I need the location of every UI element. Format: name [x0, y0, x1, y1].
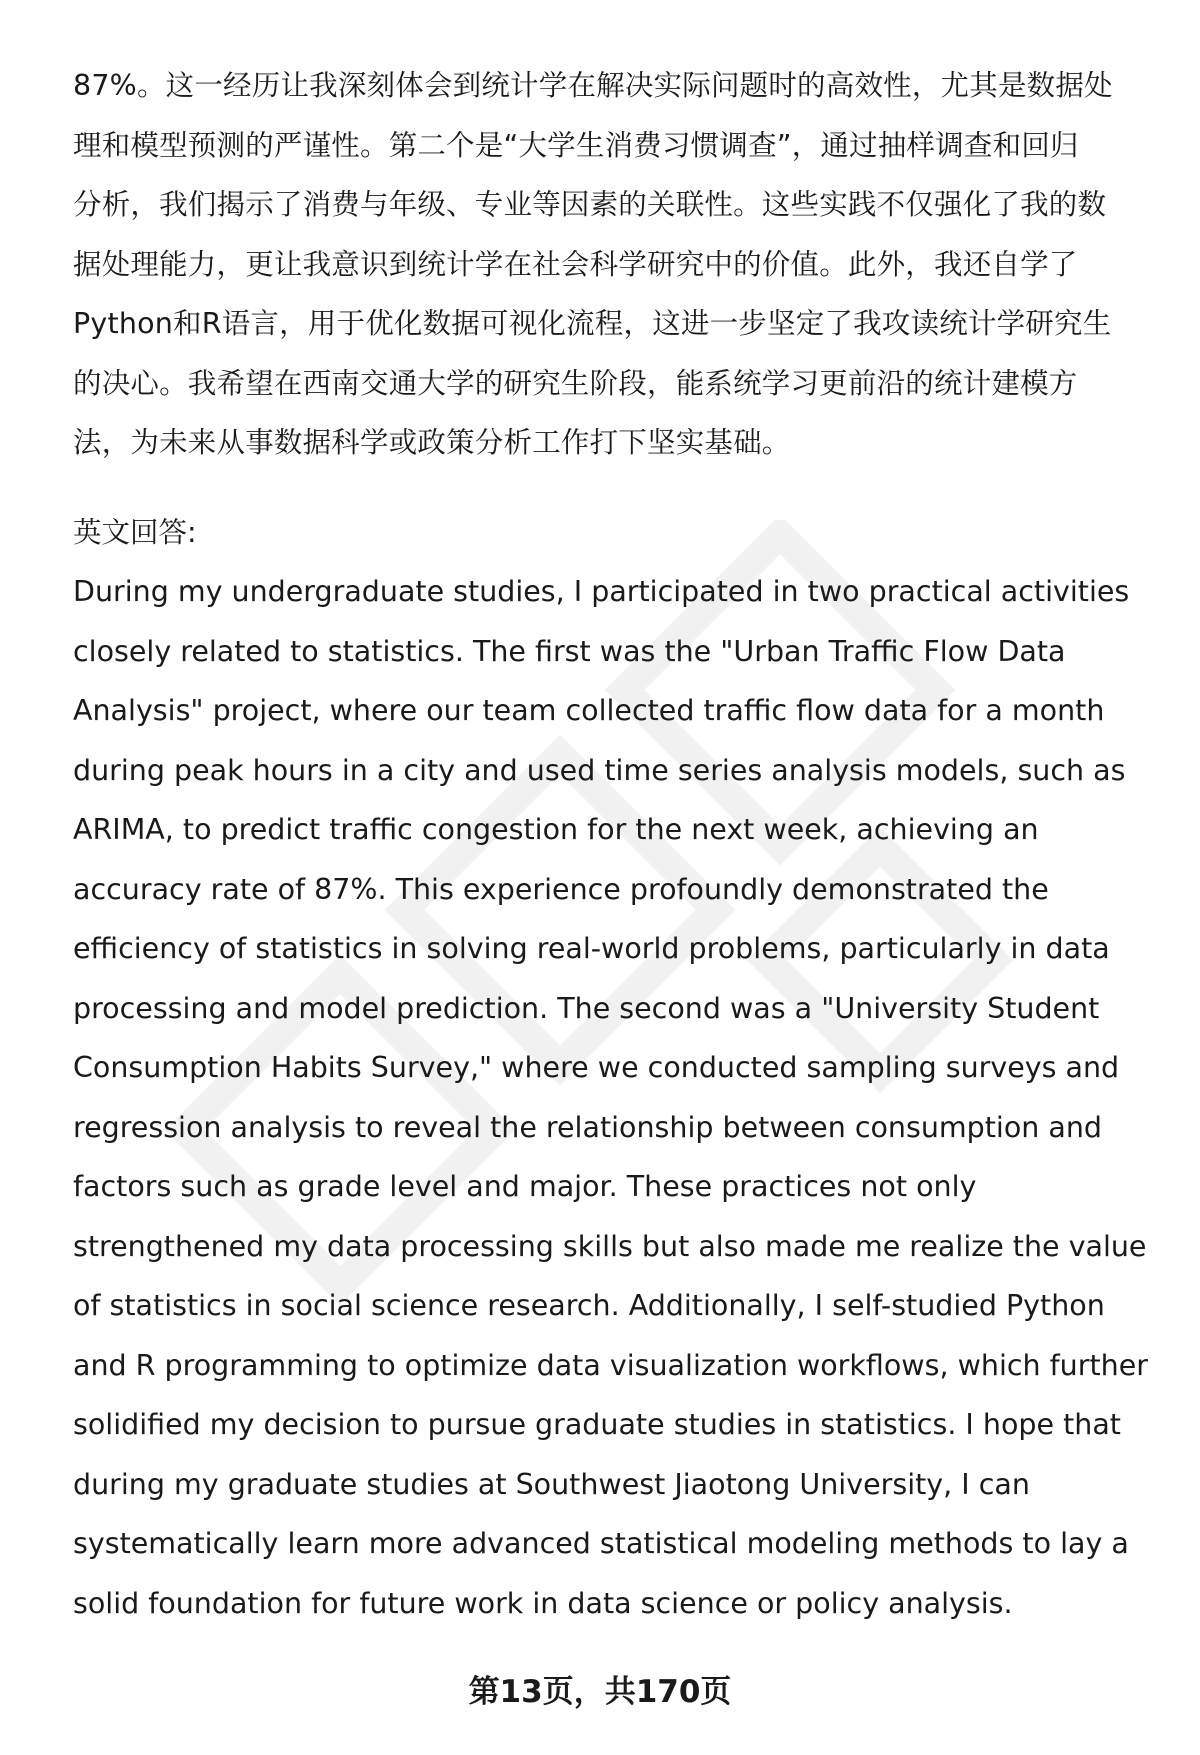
text-line: during my graduate studies at Southwest Jiaotong University, I can	[73, 1467, 1030, 1501]
text-line: Consumption Habits Survey," where we conducted sampling surveys and	[73, 1051, 1120, 1084]
text-line: strengthened my data processing skills but also made me realize the value	[73, 1229, 1147, 1263]
text-line: systematically learn more advanced statistical modeling methods to lay a	[73, 1527, 1129, 1560]
text-line: During my undergraduate studies, I participated in two practical activities	[73, 575, 1130, 608]
text-line: factors such as grade level and major. These practices not only	[73, 1170, 977, 1203]
text-line: Python和R语言，用于优化数据可视化流程，这进一步坚定了我攻读统计学研究生	[73, 307, 1112, 340]
page-number-footer: 第13页，共170页	[468, 1674, 732, 1710]
english-answer-label: 英文回答:	[73, 515, 197, 549]
text-line: 理和模型预测的严谨性。第二个是“大学生消费习惯调查”，通过抽样调查和回归	[73, 128, 1079, 162]
text-line: solidified my decision to pursue graduate studies in statistics. I hope that	[73, 1408, 1121, 1441]
text-line: 法，为未来从事数据科学或政策分析工作打下坚实基础。	[73, 426, 791, 459]
text-line: efficiency of statistics in solving real-world problems, particularly in data	[73, 932, 1110, 965]
english-paragraph	[73, 562, 1153, 1633]
text-line: ARIMA, to predict traffic congestion for the next week, achieving an	[73, 813, 1039, 846]
main-content	[73, 56, 1153, 1633]
text-line: solid foundation for future work in data science or policy analysis.	[73, 1586, 1013, 1620]
text-line: processing and model prediction. The second was a "University Student	[73, 991, 1100, 1025]
text-line: 的决心。我希望在西南交通大学的研究生阶段，能系统学习更前沿的统计建模方	[73, 366, 1078, 400]
text-line: accuracy rate of 87%. This experience profoundly demonstrated the	[73, 872, 1049, 906]
chinese-paragraph	[73, 56, 1153, 473]
text-line: 据处理能力，更让我意识到统计学在社会科学研究中的价值。此外，我还自学了	[73, 247, 1078, 281]
text-line: regression analysis to reveal the relationship between consumption and	[73, 1110, 1103, 1144]
text-line: during peak hours in a city and used time series analysis models, such as	[73, 753, 1126, 787]
text-line: closely related to statistics. The first was the "Urban Traffic Flow Data	[73, 634, 1066, 668]
text-line: Analysis" project, where our team collected traffic flow data for a month	[73, 694, 1105, 727]
text-line: and R programming to optimize data visualization workflows, which further	[73, 1348, 1148, 1382]
text-line: 分析，我们揭示了消费与年级、专业等因素的关联性。这些实践不仅强化了我的数	[73, 188, 1107, 221]
text-line: of statistics in social science research. Additionally, I self-studied Python	[73, 1289, 1105, 1322]
text-line: 87%。这一经历让我深刻体会到统计学在解决实际问题时的高效性，尤其是数据处	[73, 69, 1113, 102]
